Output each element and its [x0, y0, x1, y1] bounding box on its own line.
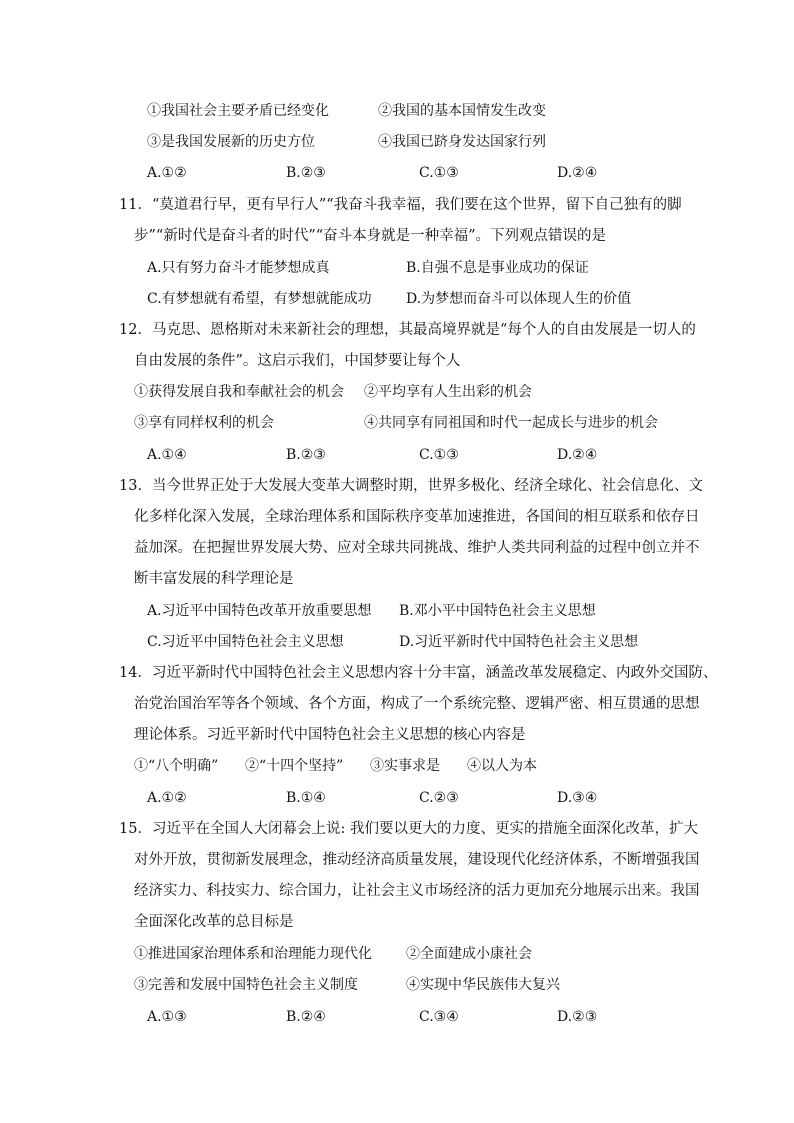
q15-statement-2: ②全面建成小康社会: [406, 946, 532, 962]
q15-statement-4: ④实现中华民族伟大复兴: [406, 977, 560, 993]
q15-stem-line-4: 全面深化改革的总目标是: [134, 914, 294, 930]
q12-stem-line-1: 12．马克思、恩格斯对未来新社会的理想，其最高境界就是“每个人的自由发展是一切人的: [119, 322, 696, 338]
q14-stem-line-3: 理论体系。习近平新时代中国特色社会主义思想的核心内容是: [134, 727, 526, 743]
q14-statement-2: ②“十四个坚持”: [245, 758, 344, 774]
q12-option-c: C.①③: [419, 447, 459, 463]
q13-option-b: B.邓小平中国特色社会主义思想: [399, 603, 596, 619]
q13-option-c: C.习近平中国特色社会主义思想: [147, 634, 344, 650]
q15-option-c: C.③④: [419, 1009, 459, 1025]
q12-statement-2: ②平均享有人生出彩的机会: [364, 384, 532, 400]
q14-statement-4: ④以人为本: [467, 758, 537, 774]
q11-option-c: C.有梦想就有希望，有梦想就能成功: [147, 291, 372, 307]
q10-option-d: D.②④: [557, 165, 598, 181]
q11-stem-line-2: 步”“新时代是奋斗者的时代”“奋斗本身就是一种幸福”。下列观点错误的是: [134, 228, 607, 244]
q12-statement-4: ④共同享有同祖国和时代一起成长与进步的机会: [364, 415, 658, 431]
q12-option-a: A.①④: [147, 447, 187, 463]
q14-option-a: A.①②: [147, 790, 187, 806]
q14-option-b: B.①④: [286, 790, 326, 806]
q14-option-c: C.②③: [419, 790, 459, 806]
q15-stem-line-1: 15．习近平在全国人大闭幕会上说: 我们要以更大的力度、更实的措施全面深化改革，扩大: [119, 821, 698, 837]
q10-statement-2: ②我国的基本国情发生改变: [378, 103, 546, 119]
q11-option-a: A.只有努力奋斗才能梦想成真: [147, 260, 330, 276]
q12-statement-3: ③享有同样权利的机会: [134, 415, 274, 431]
q11-option-b: B.自强不息是事业成功的保证: [406, 260, 589, 276]
q12-stem-line-2: 自由发展的条件”。这启示我们，中国梦要让每个人: [134, 353, 461, 369]
q14-statement-1: ①“八个明确”: [134, 758, 219, 774]
q13-stem-line-1: 13．当今世界正处于大发展大变革大调整时期，世界多极化、经济全球化、社会信息化、文: [119, 478, 703, 494]
q14-stem-line-1: 14．习近平新时代中国特色社会主义思想内容十分丰富，涵盖改革发展稳定、内政外交国防、: [119, 665, 718, 681]
q12-option-b: B.②③: [286, 447, 326, 463]
q14-statement-3: ③实事求是: [370, 758, 440, 774]
q15-statement-1: ①推进国家治理体系和治理能力现代化: [134, 946, 372, 962]
q13-stem-line-2: 化多样化深入发展，全球治理体系和国际秩序变革加速推进，各国间的相互联系和依存日: [134, 509, 700, 525]
q14-option-d: D.③④: [557, 790, 598, 806]
q10-option-a: A.①②: [147, 165, 187, 181]
q11-stem-line-1: 11．“莫道君行早，更有早行人”“我奋斗我幸福，我们要在这个世界，留下自己独有的脚: [119, 197, 682, 213]
q15-option-b: B.②④: [286, 1009, 326, 1025]
q10-option-b: B.②③: [286, 165, 326, 181]
q15-option-d: D.②③: [557, 1009, 598, 1025]
q12-statement-1: ①获得发展自我和奉献社会的机会: [134, 384, 344, 400]
q11-option-d: D.为梦想而奋斗可以体现人生的价值: [406, 291, 632, 307]
q10-statement-3: ③是我国发展新的历史方位: [147, 134, 315, 150]
q14-stem-line-2: 治党治国治军等各个领域、各个方面，构成了一个系统完整、逻辑严密、相互贯通的思想: [134, 696, 700, 712]
q15-option-a: A.①③: [147, 1009, 187, 1025]
q15-statement-3: ③完善和发展中国特色社会主义制度: [134, 977, 358, 993]
q13-stem-line-4: 断丰富发展的科学理论是: [134, 571, 294, 587]
q10-option-c: C.①③: [419, 165, 459, 181]
q13-option-d: D.习近平新时代中国特色社会主义思想: [399, 634, 639, 650]
q15-stem-line-3: 经济实力、科技实力、综合国力，让社会主义市场经济的活力更加充分地展示出来。我国: [134, 883, 700, 899]
q13-stem-line-3: 益加深。在把握世界发展大势、应对全球共同挑战、维护人类共同利益的过程中创立并不: [134, 540, 700, 556]
q12-option-d: D.②④: [557, 447, 598, 463]
q10-statement-1: ①我国社会主要矛盾已经变化: [147, 103, 329, 119]
q15-stem-line-2: 对外开放，贯彻新发展理念，推动经济高质量发展，建设现代化经济体系，不断增强我国: [134, 852, 700, 868]
q13-option-a: A.习近平中国特色改革开放重要思想: [147, 603, 372, 619]
q10-statement-4: ④我国已跻身发达国家行列: [378, 134, 546, 150]
